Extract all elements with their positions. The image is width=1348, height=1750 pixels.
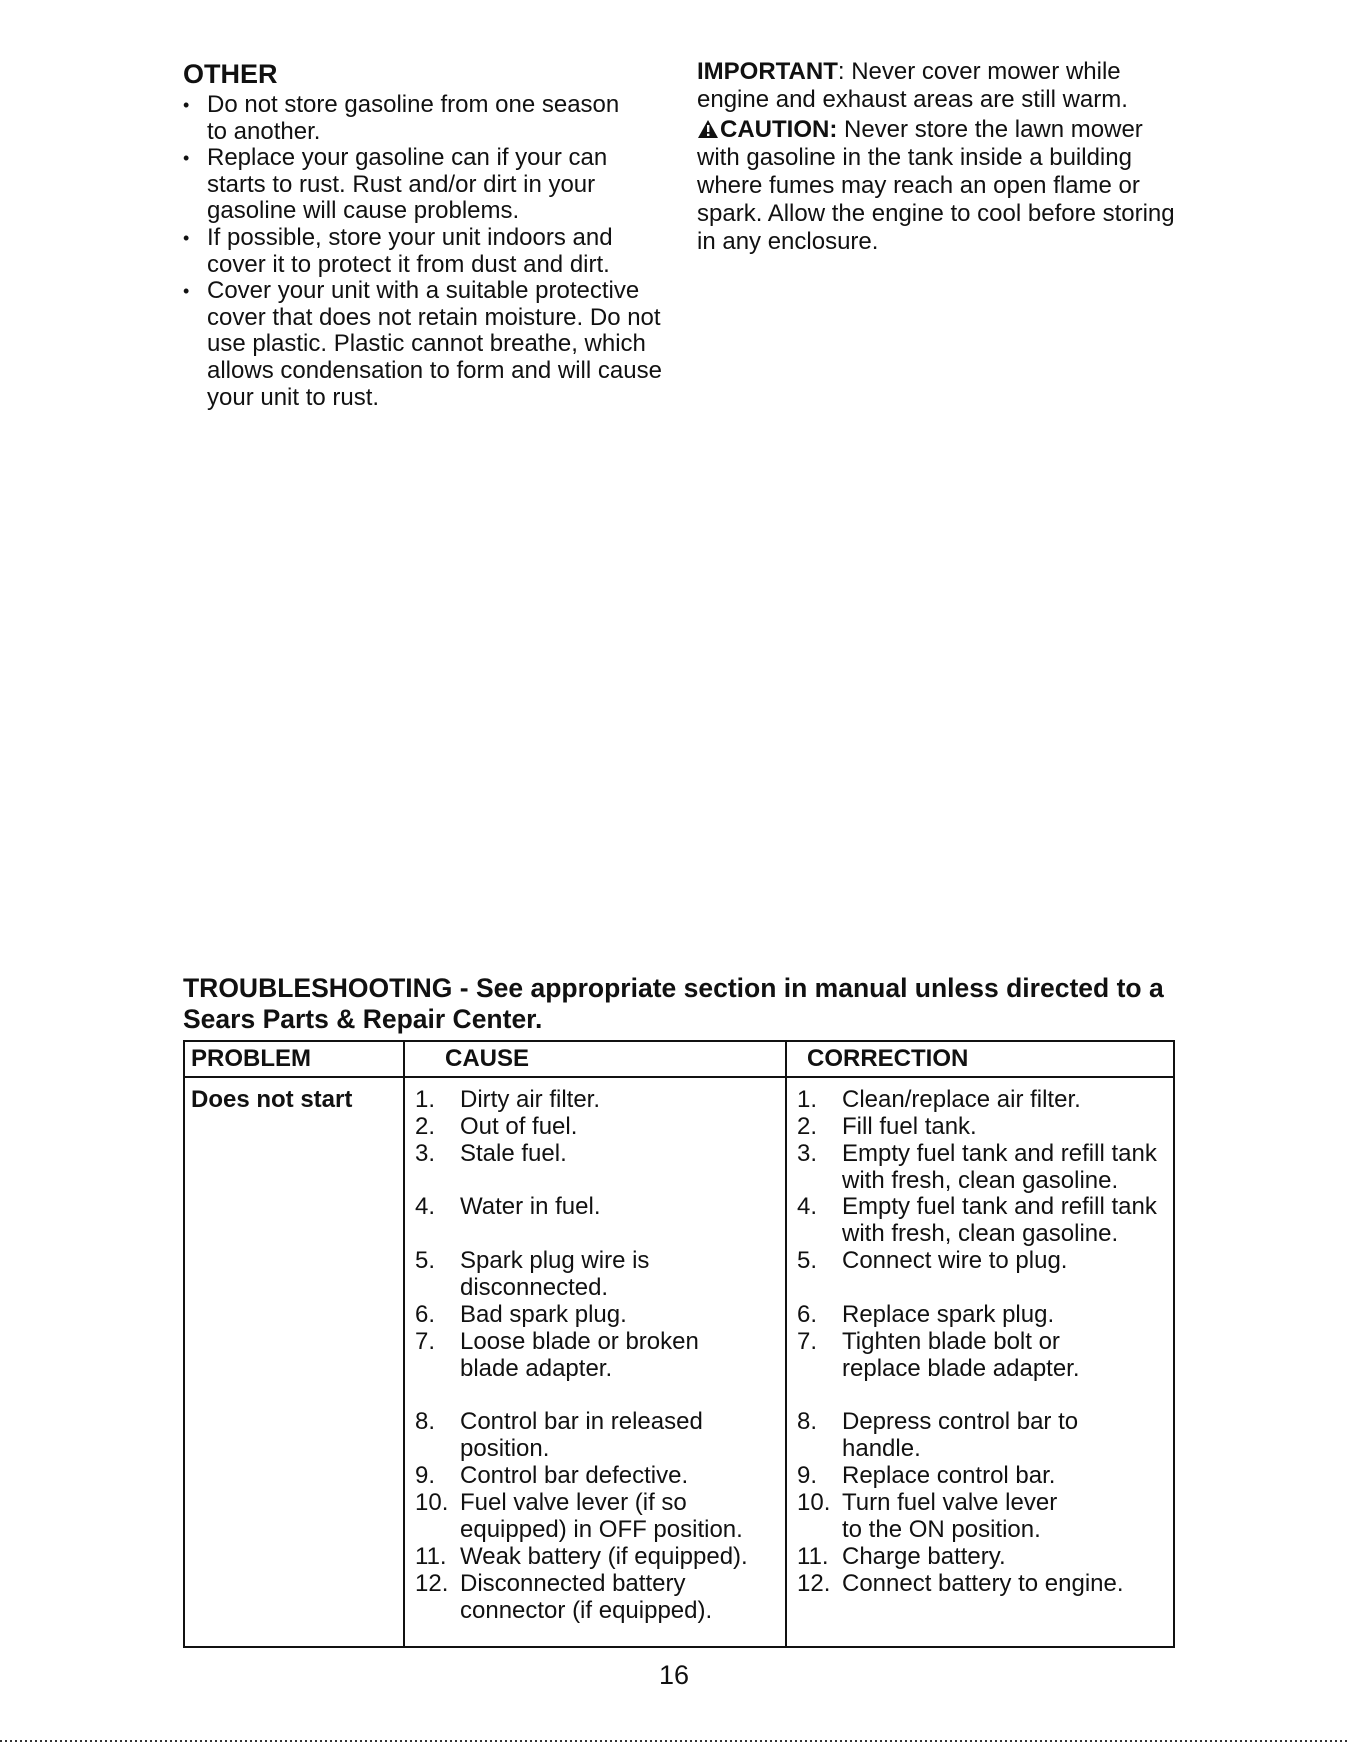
page-bottom-edge [0, 1740, 1348, 1742]
correction-item: 5. Connect wire to plug. [797, 1247, 1068, 1274]
correction-item: 12. Connect battery to engine. [797, 1570, 1124, 1597]
other-bullet-list [183, 92, 683, 411]
correction-item: 2. Fill fuel tank. [797, 1113, 977, 1140]
cause-item: 3. Stale fuel. [415, 1140, 567, 1167]
correction-item: 9. Replace control bar. [797, 1462, 1056, 1489]
troubleshooting-title: TROUBLESHOOTING - See appropriate section in manual unless directed to a Sears Parts & Repair Center. [183, 973, 1164, 1034]
caution-label: CAUTION: [720, 116, 838, 143]
cause-item: 12. Disconnected battery connector (if equipped). [415, 1570, 713, 1624]
other-section [183, 58, 683, 411]
other-bullet: • Do not store gasoline from one season to another. [183, 92, 627, 145]
cause-item: 4. Water in fuel. [415, 1193, 601, 1220]
other-bullet: • If possible, store your unit indoors and cover it to protect it from dust and dirt. [183, 225, 637, 278]
header-cause: CAUSE [445, 1045, 530, 1072]
important-section [697, 58, 1187, 256]
important-text: Never cover mower while engine and exhaust areas are still warm. [697, 58, 1128, 113]
troubleshooting-table [183, 1040, 1175, 1648]
correction-item: 6. Replace spark plug. [797, 1301, 1055, 1328]
correction-item: 3. Empty fuel tank and refill tank with fresh, clean gasoline. [797, 1140, 1157, 1194]
other-title: OTHER [183, 59, 278, 89]
correction-item: 7. Tighten blade bolt or replace blade adapter. [797, 1328, 1080, 1382]
correction-item: 8. Depress control bar to handle. [797, 1408, 1079, 1462]
cause-item: 5. Spark plug wire is disconnected. [415, 1247, 650, 1301]
column-divider [785, 1042, 787, 1646]
other-bullet: • Cover your unit with a suitable protective cover that does not retain moisture. Do not use plastic. Plastic cannot breathe, which allows condensation to form and will cause your unit to rust. [183, 278, 667, 411]
correction-item: 10. Turn fuel valve lever to the ON position. [797, 1489, 1058, 1543]
warning-triangle-icon [697, 119, 719, 139]
cause-item: 1. Dirty air filter. [415, 1086, 601, 1113]
correction-item: 11. Charge battery. [797, 1543, 1006, 1570]
cause-item: 2. Out of fuel. [415, 1113, 578, 1140]
header-divider [185, 1076, 1173, 1078]
correction-item: 1. Clean/replace air filter. [797, 1086, 1081, 1113]
cause-item: 7. Loose blade or broken blade adapter. [415, 1328, 699, 1382]
header-correction: CORRECTION [807, 1045, 969, 1072]
correction-item: 4. Empty fuel tank and refill tank with fresh, clean gasoline. [797, 1193, 1157, 1247]
cause-item: 6. Bad spark plug. [415, 1301, 627, 1328]
page-number: 16 [658, 1660, 690, 1690]
caution-text: Never store the lawn mower with gasoline in the tank inside a building where fumes may reach an open flame or spark. Allow the engine to cool before storing in any enclosure. [697, 116, 1175, 255]
caution-note [697, 116, 1187, 256]
other-bullet: • Replace your gasoline can if your can starts to rust. Rust and/or dirt in your gasoline will cause problems. [183, 145, 627, 225]
cause-item: 8. Control bar in released position. [415, 1408, 703, 1462]
important-label: IMPORTANT [697, 58, 838, 85]
important-note: IMPORTANT: Never cover mower while engine and exhaust areas are still warm. [697, 58, 1128, 113]
cause-item: 11. Weak battery (if equipped). [415, 1543, 748, 1570]
column-divider [403, 1042, 405, 1646]
cause-item: 10. Fuel valve lever (if so equipped) in OFF position. [415, 1489, 743, 1543]
header-problem: PROBLEM [191, 1045, 311, 1072]
problem-cell: Does not start [191, 1086, 353, 1113]
cause-item: 9. Control bar defective. [415, 1462, 689, 1489]
